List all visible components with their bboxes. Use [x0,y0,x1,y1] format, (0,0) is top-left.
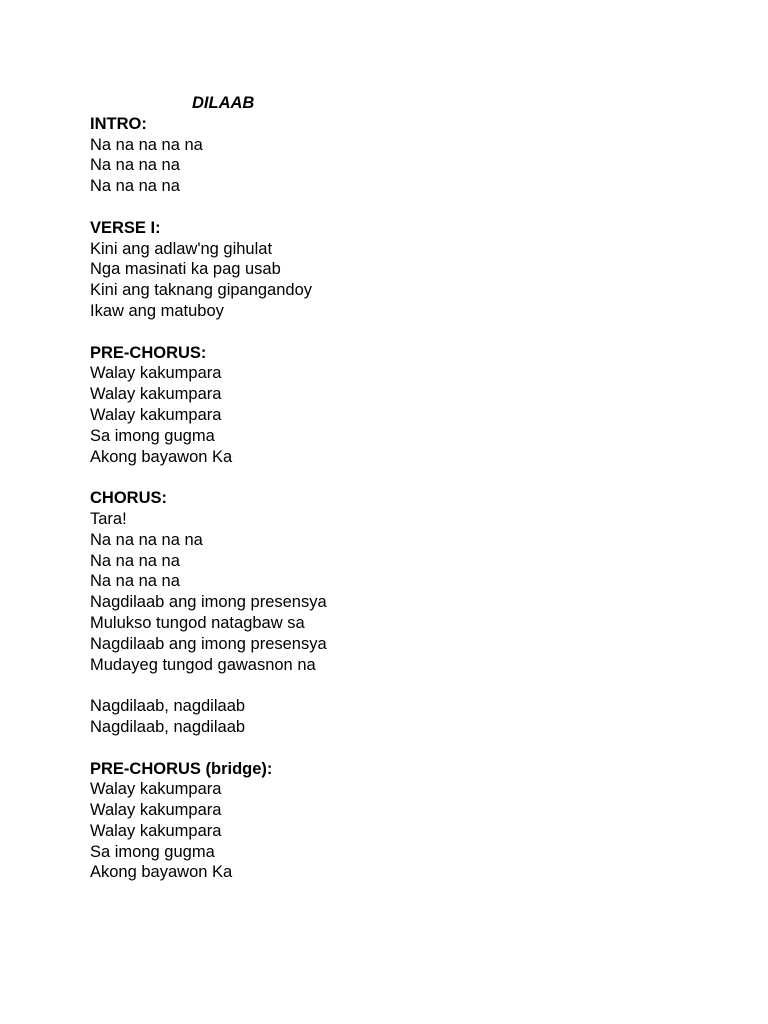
lyric-line: Walay kakumpara [90,405,222,424]
lyric-line: Na na na na [90,551,180,570]
section-verse-1 [90,218,730,322]
lyric-line: Mudayeg tungod gawasnon na [90,655,316,674]
section-refrain [90,696,730,738]
lyric-line: Walay kakumpara [90,780,222,799]
lyric-line: Akong bayawon Ka [90,447,233,466]
lyric-line: Sa imong gugma [90,426,215,445]
lyric-line: Na na na na [90,156,180,175]
lyric-line: Nagdilaab, nagdilaab [90,717,246,736]
section-pre-chorus-bridge [90,759,730,884]
section-pre-chorus [90,343,730,468]
lyric-line: Kini ang taknang gipangandoy [90,281,313,300]
section-chorus [90,488,730,675]
lyric-line: Na na na na [90,177,180,196]
lyric-line: Walay kakumpara [90,364,222,383]
lyric-line: Walay kakumpara [90,801,222,820]
lyric-line: Walay kakumpara [90,821,222,840]
section-intro [90,114,730,197]
lyric-line: Na na na na na [90,530,203,549]
lyric-line: Tara! [90,509,127,528]
lyric-line: Akong bayawon Ka [90,863,233,882]
section-heading: INTRO: [90,114,147,133]
section-heading: PRE-CHORUS: [90,343,207,362]
lyric-line: Sa imong gugma [90,842,215,861]
section-heading: CHORUS: [90,489,167,508]
lyric-line: Nagdilaab ang imong presensya [90,634,327,653]
lyric-line: Nga masinati ka pag usab [90,260,281,279]
section-heading: PRE-CHORUS (bridge): [90,759,273,778]
lyric-line: Walay kakumpara [90,385,222,404]
lyric-line: Na na na na [90,572,180,591]
lyric-line: Kini ang adlaw'ng gihulat [90,239,273,258]
lyric-line: Na na na na na [90,135,203,154]
lyric-line: Mulukso tungod natagbaw sa [90,613,305,632]
lyric-line: Nagdilaab ang imong presensya [90,593,327,612]
lyric-line: Ikaw ang matuboy [90,301,224,320]
lyrics-document [90,93,730,904]
lyric-line: Nagdilaab, nagdilaab [90,697,246,716]
song-title: DILAAB [192,94,255,112]
section-heading: VERSE I: [90,218,161,237]
